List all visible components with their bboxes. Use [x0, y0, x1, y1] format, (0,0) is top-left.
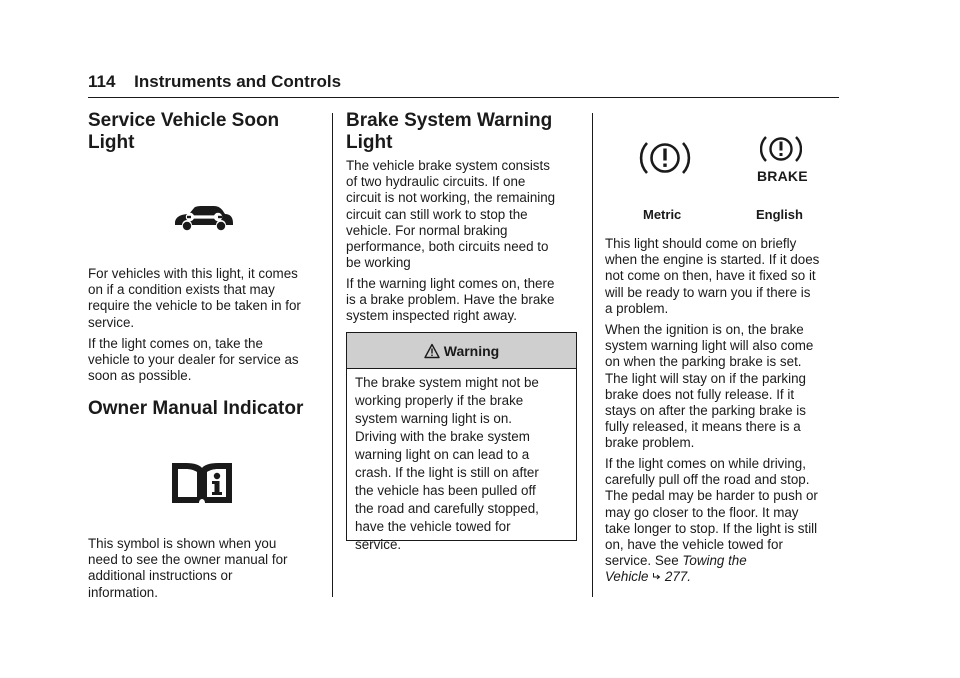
page-header: [88, 72, 839, 92]
warning-body: The brake system might not be working properly if the brake system warning light is on. Driving with the brake system warning light on can lead to a crash. If the light is still on after the vehicle has been pulled off the road and carefully stopped, have the vehicle towed for service.: [355, 375, 539, 552]
page-number: 114: [88, 72, 116, 91]
service-vehicle-soon-heading: Service Vehicle Soon Light: [88, 110, 280, 153]
caption-english: English: [756, 207, 803, 222]
column-divider-2: [592, 113, 593, 597]
towing-link-text-2[interactable]: Vehicle: [605, 569, 649, 585]
column-service-manual: [88, 110, 320, 154]
car-wrench-icon: [172, 203, 236, 231]
warning-triangle-icon: [424, 343, 440, 359]
warning-box: [346, 332, 577, 552]
column-brake-system: [346, 110, 580, 154]
page-reference-number[interactable]: 277.: [664, 569, 691, 585]
light-paragraph-3: If the light comes on while driving, carefully pull off the road and stop. The pedal may be harder to push or may go closer to the floor. It may take longer to stop. If the light is still on, have the vehicle towed for service. See Towing the Vehicle 277.: [605, 456, 818, 585]
section-title: Instruments and Controls: [134, 72, 342, 91]
brake-word-label: BRAKE: [757, 168, 808, 184]
towing-link-text[interactable]: Towing the: [682, 553, 747, 569]
page-reference-icon: [652, 572, 661, 582]
warning-header: [347, 333, 576, 369]
light-paragraph-1: This light should come on briefly when the engine is started. If it does not come on then, have it fixed so it will be ready to warn you if there is a problem.: [605, 236, 820, 316]
service-paragraph-1: For vehicles with this light, it comes on if a condition exists that may require the vehicle to be taken in for service.: [88, 266, 301, 330]
column-divider-1: [332, 113, 333, 597]
brake-paragraph-2: If the warning light comes on, there is a brake problem. Have the brake system inspected right away.: [346, 276, 555, 324]
brake-warning-english-icon: [760, 133, 802, 169]
light-paragraph-2: When the ignition is on, the brake system warning light will also come on when the parking brake is set. The light will stay on if the parking brake does not fully release. If it stays on after the parking brake is fully released, it means there is a brake problem.: [605, 322, 814, 451]
owner-manual-icon: [170, 459, 234, 505]
warning-heading: Warning: [443, 342, 500, 359]
caption-metric: Metric: [643, 207, 682, 222]
manual-paragraph: This symbol is shown when you need to see the owner manual for additional instructions or information.: [88, 536, 288, 600]
service-paragraph-2: If the light comes on, take the vehicle to your dealer for service as soon as possible.: [88, 336, 299, 384]
brake-warning-metric-icon: [639, 135, 691, 181]
brake-system-warning-heading: Brake System Warning Light: [346, 110, 553, 153]
owner-manual-indicator-heading: Owner Manual Indicator: [88, 398, 304, 419]
header-rule: [88, 97, 839, 98]
brake-paragraph-1: The vehicle brake system consists of two hydraulic circuits. If one circuit is not working, the remaining circuit can still work to stop the vehicle. For normal braking performance, both circuits need to be working: [346, 158, 556, 271]
